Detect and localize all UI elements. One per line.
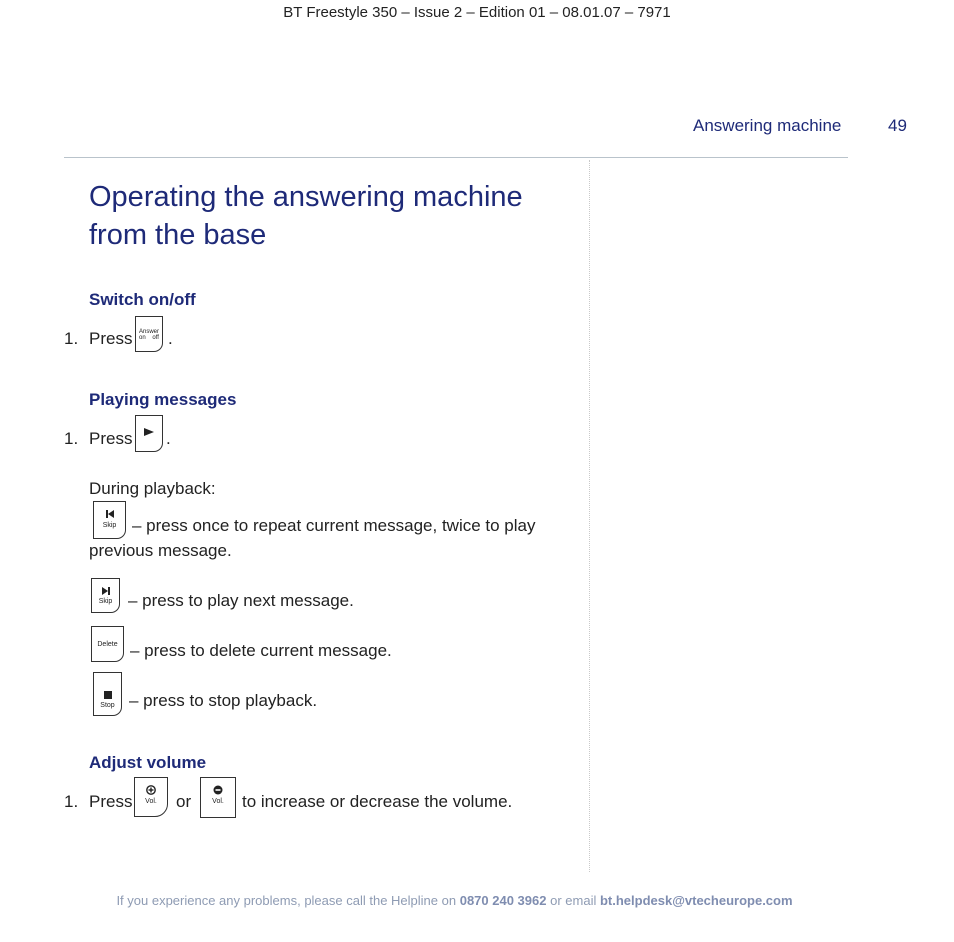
stop-icon — [104, 691, 112, 699]
header-divider — [64, 157, 848, 158]
delete-button[interactable] — [91, 626, 124, 662]
play-button[interactable] — [135, 415, 163, 452]
key-label: Stop — [100, 702, 115, 709]
skip-forward-icon — [101, 586, 111, 596]
heading-switch-on-off: Switch on/off — [89, 290, 196, 309]
heading-playing-messages: Playing messages — [89, 390, 237, 409]
volume-down-button[interactable] — [200, 777, 236, 818]
key-label: Vol. — [212, 798, 224, 805]
key-label: on off — [139, 335, 159, 341]
minus-circle-icon — [213, 785, 223, 795]
helpline-phone: 0870 240 3962 — [459, 893, 547, 908]
or-text: or — [176, 792, 192, 811]
helpline-footer — [0, 893, 909, 908]
step-number: 1. — [64, 329, 79, 348]
skip-forward-button[interactable] — [91, 578, 120, 613]
key-label: Skip — [98, 598, 113, 605]
key-label: Answer — [138, 329, 159, 335]
skip-back-button[interactable] — [93, 501, 126, 539]
page-title: Operating the answering machine from the base — [89, 181, 523, 251]
during-playback-label: During playback: — [89, 479, 216, 498]
helpdesk-email-link[interactable]: bt.helpdesk@vtecheurope.com — [599, 893, 793, 908]
press-text: Press — [89, 792, 133, 811]
delete-description: – press to delete current message. — [130, 641, 392, 660]
skip-back-description: – press once to repeat current message, twice to play — [132, 516, 536, 535]
key-label: Skip — [102, 522, 117, 529]
skip-forward-description: – press to play next message. — [128, 591, 354, 610]
play-icon — [143, 427, 155, 437]
running-head-section: Answering machine — [693, 116, 842, 135]
period: . — [168, 329, 173, 348]
document-info-header: BT Freestyle 350 – Issue 2 – Edition 01 – 08.01.07 – 7971 — [283, 4, 671, 21]
step-number: 1. — [64, 792, 79, 811]
plus-circle-icon — [146, 785, 156, 795]
heading-adjust-volume: Adjust volume — [89, 753, 207, 772]
answer-on-off-button[interactable] — [135, 316, 163, 352]
key-label: Vol. — [145, 798, 157, 805]
skip-back-description-cont: previous message. — [89, 541, 232, 560]
volume-up-button[interactable] — [134, 777, 168, 817]
press-text: Press — [89, 429, 133, 448]
period: . — [166, 429, 171, 448]
footer-middle: or email — [550, 893, 597, 908]
key-label: Delete — [97, 641, 118, 648]
footer-prefix: If you experience any problems, please call the Helpline on — [116, 893, 457, 908]
page-number: 49 — [888, 116, 907, 135]
stop-button[interactable] — [93, 672, 122, 716]
press-text: Press — [89, 329, 133, 348]
stop-description: – press to stop playback. — [129, 691, 318, 710]
column-divider — [589, 160, 590, 872]
volume-description: to increase or decrease the volume. — [242, 792, 513, 811]
step-number: 1. — [64, 429, 79, 448]
skip-back-icon — [105, 509, 115, 519]
